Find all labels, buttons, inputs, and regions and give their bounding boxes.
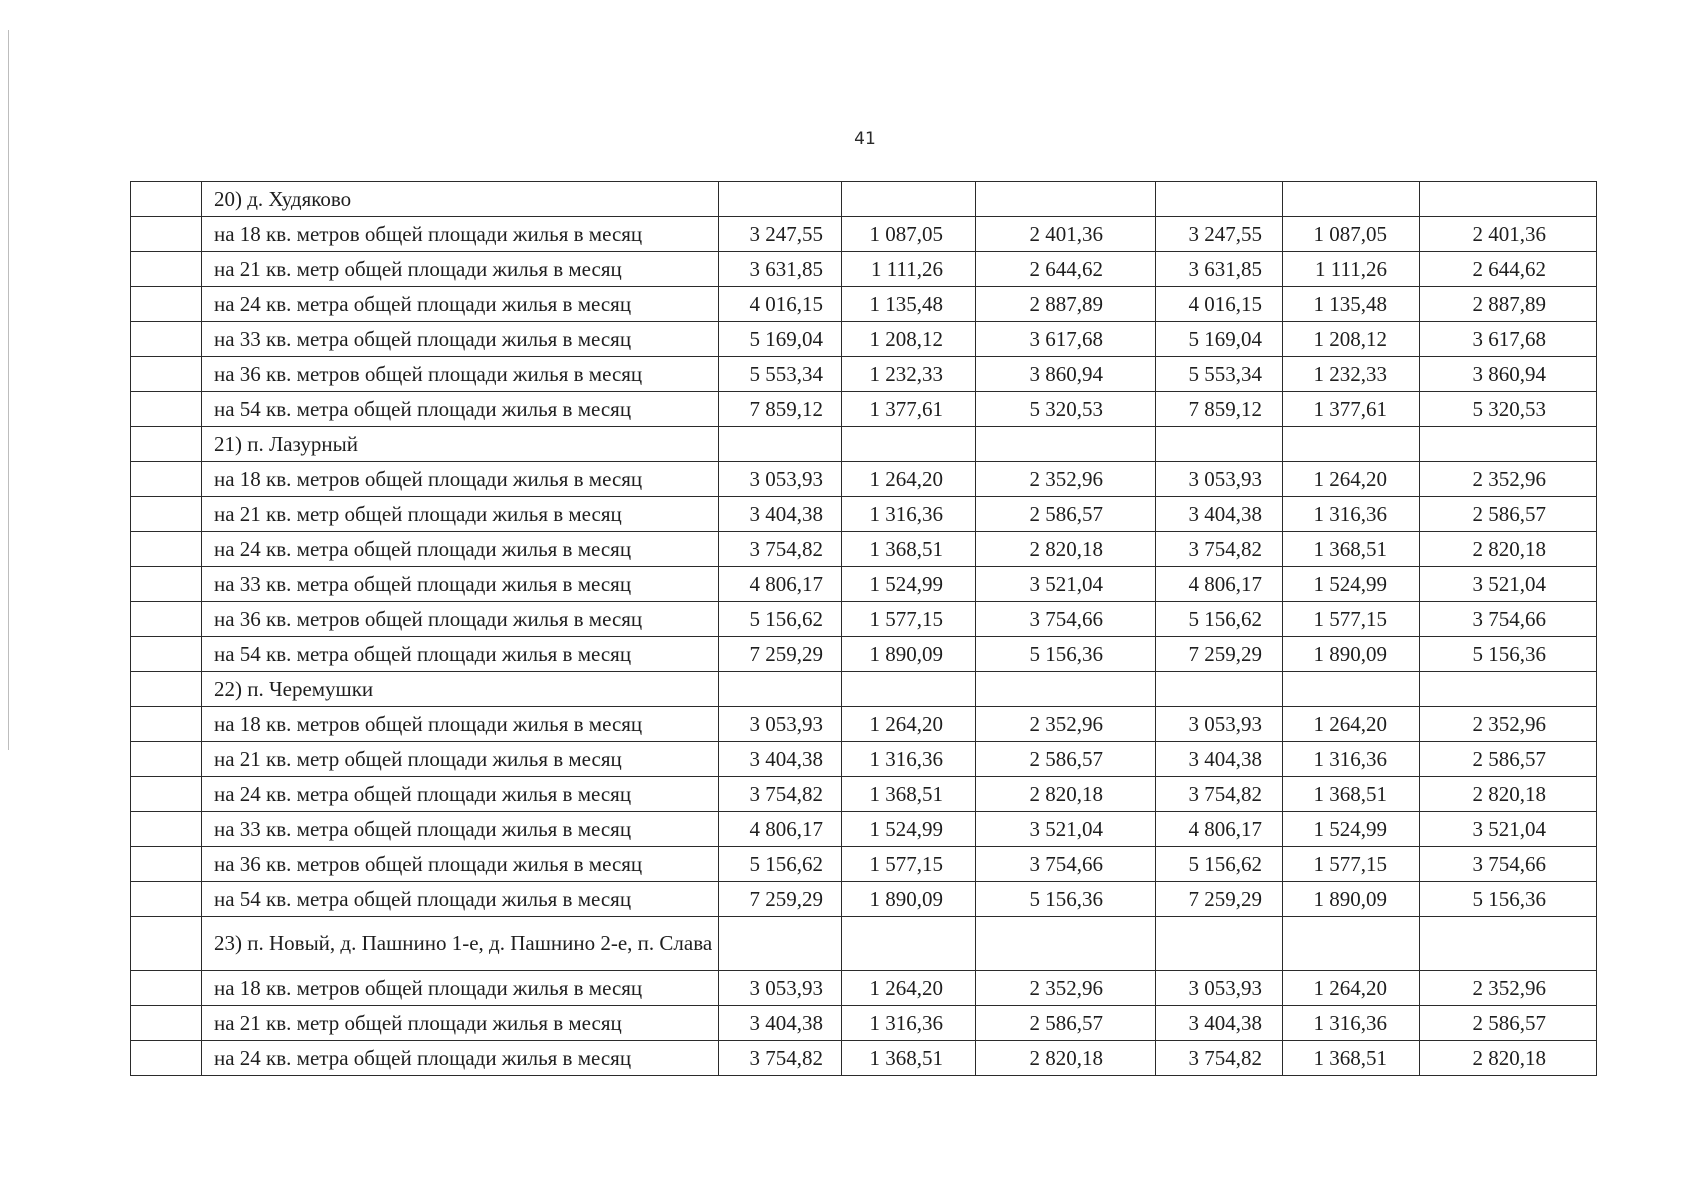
value-cell: 3 521,04 [976, 567, 1156, 602]
value-cell: 1 316,36 [842, 1006, 976, 1041]
row-label: на 18 кв. метров общей площади жилья в месяц [202, 707, 719, 742]
empty-cell [1283, 427, 1420, 462]
value-cell: 5 320,53 [1420, 392, 1597, 427]
value-cell: 2 820,18 [1420, 532, 1597, 567]
value-cell: 2 820,18 [976, 777, 1156, 812]
value-cell: 5 156,36 [976, 882, 1156, 917]
empty-cell [1156, 427, 1283, 462]
value-cell: 2 352,96 [976, 462, 1156, 497]
value-cell: 4 806,17 [1156, 567, 1283, 602]
table-row [131, 357, 1597, 392]
row-number-cell [131, 427, 202, 462]
value-cell: 2 586,57 [1420, 497, 1597, 532]
value-cell: 3 860,94 [976, 357, 1156, 392]
empty-cell [1156, 917, 1283, 971]
value-cell: 3 754,66 [976, 847, 1156, 882]
table-row [131, 497, 1597, 532]
table-row [131, 217, 1597, 252]
empty-cell [1420, 182, 1597, 217]
row-label: на 18 кв. метров общей площади жилья в месяц [202, 217, 719, 252]
value-cell: 2 586,57 [976, 1006, 1156, 1041]
value-cell: 7 259,29 [719, 882, 842, 917]
value-cell: 2 820,18 [976, 1041, 1156, 1076]
row-label: на 24 кв. метра общей площади жилья в месяц [202, 777, 719, 812]
value-cell: 1 890,09 [1283, 882, 1420, 917]
value-cell: 3 053,93 [1156, 462, 1283, 497]
value-cell: 3 617,68 [1420, 322, 1597, 357]
empty-cell [976, 672, 1156, 707]
row-label: на 33 кв. метра общей площади жилья в месяц [202, 567, 719, 602]
value-cell: 1 264,20 [842, 462, 976, 497]
value-cell: 2 352,96 [1420, 707, 1597, 742]
value-cell: 3 053,93 [1156, 707, 1283, 742]
row-number-cell [131, 882, 202, 917]
table-row [131, 322, 1597, 357]
value-cell: 3 631,85 [1156, 252, 1283, 287]
value-cell: 3 754,82 [1156, 777, 1283, 812]
value-cell: 3 521,04 [1420, 812, 1597, 847]
value-cell: 3 754,82 [719, 777, 842, 812]
table-row [131, 532, 1597, 567]
value-cell: 1 368,51 [842, 532, 976, 567]
value-cell: 3 754,66 [1420, 602, 1597, 637]
row-label: на 36 кв. метров общей площади жилья в месяц [202, 357, 719, 392]
value-cell: 3 754,82 [1156, 532, 1283, 567]
section-title: 22) п. Черемушки [202, 672, 719, 707]
table-row [131, 602, 1597, 637]
value-cell: 1 232,33 [842, 357, 976, 392]
value-cell: 1 368,51 [1283, 1041, 1420, 1076]
table-row [131, 567, 1597, 602]
row-number-cell [131, 322, 202, 357]
value-cell: 1 316,36 [1283, 497, 1420, 532]
row-number-cell [131, 462, 202, 497]
row-label: на 24 кв. метра общей площади жилья в месяц [202, 1041, 719, 1076]
row-label: на 21 кв. метр общей площади жилья в месяц [202, 252, 719, 287]
value-cell: 1 577,15 [842, 847, 976, 882]
row-number-cell [131, 742, 202, 777]
value-cell: 3 521,04 [1420, 567, 1597, 602]
value-cell: 3 754,82 [1156, 1041, 1283, 1076]
value-cell: 4 016,15 [1156, 287, 1283, 322]
section-header-row [131, 182, 1597, 217]
row-number-cell [131, 971, 202, 1006]
value-cell: 7 859,12 [1156, 392, 1283, 427]
row-label: на 18 кв. метров общей площади жилья в месяц [202, 462, 719, 497]
empty-cell [842, 182, 976, 217]
value-cell: 3 247,55 [719, 217, 842, 252]
row-number-cell [131, 672, 202, 707]
value-cell: 1 368,51 [1283, 777, 1420, 812]
section-title: 21) п. Лазурный [202, 427, 719, 462]
empty-cell [1420, 917, 1597, 971]
value-cell: 2 586,57 [1420, 742, 1597, 777]
row-label: на 18 кв. метров общей площади жилья в месяц [202, 971, 719, 1006]
value-cell: 1 577,15 [1283, 847, 1420, 882]
row-number-cell [131, 357, 202, 392]
table-row [131, 971, 1597, 1006]
value-cell: 5 156,36 [1420, 637, 1597, 672]
value-cell: 3 404,38 [1156, 497, 1283, 532]
value-cell: 1 208,12 [842, 322, 976, 357]
row-number-cell [131, 812, 202, 847]
value-cell: 1 111,26 [842, 252, 976, 287]
value-cell: 1 368,51 [842, 777, 976, 812]
row-label: на 54 кв. метра общей площади жилья в месяц [202, 637, 719, 672]
section-header-row [131, 672, 1597, 707]
empty-cell [719, 182, 842, 217]
value-cell: 1 524,99 [842, 567, 976, 602]
value-cell: 3 053,93 [719, 707, 842, 742]
value-cell: 5 156,36 [976, 637, 1156, 672]
value-cell: 2 352,96 [1420, 971, 1597, 1006]
empty-cell [1420, 427, 1597, 462]
value-cell: 4 806,17 [719, 812, 842, 847]
section-title: 20) д. Худяково [202, 182, 719, 217]
value-cell: 3 754,82 [719, 532, 842, 567]
empty-cell [1420, 672, 1597, 707]
value-cell: 4 016,15 [719, 287, 842, 322]
empty-cell [719, 917, 842, 971]
value-cell: 5 169,04 [1156, 322, 1283, 357]
value-cell: 1 377,61 [842, 392, 976, 427]
empty-cell [1156, 182, 1283, 217]
table-row [131, 707, 1597, 742]
empty-cell [842, 427, 976, 462]
value-cell: 3 754,66 [1420, 847, 1597, 882]
value-cell: 3 404,38 [1156, 1006, 1283, 1041]
table-row [131, 637, 1597, 672]
row-number-cell [131, 287, 202, 322]
section-header-row [131, 917, 1597, 971]
row-label: на 21 кв. метр общей площади жилья в месяц [202, 742, 719, 777]
value-cell: 3 617,68 [976, 322, 1156, 357]
row-number-cell [131, 1006, 202, 1041]
value-cell: 1 135,48 [842, 287, 976, 322]
empty-cell [1156, 672, 1283, 707]
value-cell: 1 577,15 [1283, 602, 1420, 637]
row-number-cell [131, 917, 202, 971]
empty-cell [1283, 182, 1420, 217]
value-cell: 1 316,36 [1283, 742, 1420, 777]
value-cell: 1 087,05 [842, 217, 976, 252]
table-row [131, 812, 1597, 847]
value-cell: 3 404,38 [1156, 742, 1283, 777]
row-number-cell [131, 182, 202, 217]
table-row [131, 1006, 1597, 1041]
section-header-row [131, 427, 1597, 462]
empty-cell [976, 917, 1156, 971]
value-cell: 1 264,20 [1283, 462, 1420, 497]
row-number-cell [131, 497, 202, 532]
row-number-cell [131, 567, 202, 602]
table-row [131, 882, 1597, 917]
page-number: 41 [854, 129, 876, 149]
value-cell: 7 859,12 [719, 392, 842, 427]
value-cell: 2 586,57 [1420, 1006, 1597, 1041]
value-cell: 2 352,96 [1420, 462, 1597, 497]
value-cell: 5 553,34 [719, 357, 842, 392]
value-cell: 5 156,62 [719, 602, 842, 637]
value-cell: 3 053,93 [719, 462, 842, 497]
value-cell: 3 053,93 [719, 971, 842, 1006]
value-cell: 3 521,04 [976, 812, 1156, 847]
value-cell: 3 247,55 [1156, 217, 1283, 252]
value-cell: 2 820,18 [976, 532, 1156, 567]
row-number-cell [131, 602, 202, 637]
value-cell: 5 320,53 [976, 392, 1156, 427]
row-label: на 36 кв. метров общей площади жилья в месяц [202, 847, 719, 882]
value-cell: 3 754,66 [976, 602, 1156, 637]
value-cell: 1 890,09 [842, 637, 976, 672]
row-number-cell [131, 217, 202, 252]
value-cell: 1 264,20 [1283, 971, 1420, 1006]
value-cell: 1 890,09 [842, 882, 976, 917]
value-cell: 3 053,93 [1156, 971, 1283, 1006]
section-title: 23) п. Новый, д. Пашнино 1-е, д. Пашнино 2-е, п. Слава [202, 917, 719, 971]
value-cell: 1 524,99 [1283, 567, 1420, 602]
value-cell: 7 259,29 [719, 637, 842, 672]
value-cell: 2 586,57 [976, 742, 1156, 777]
value-cell: 1 377,61 [1283, 392, 1420, 427]
value-cell: 1 264,20 [842, 971, 976, 1006]
value-cell: 7 259,29 [1156, 882, 1283, 917]
value-cell: 2 644,62 [1420, 252, 1597, 287]
value-cell: 1 890,09 [1283, 637, 1420, 672]
row-label: на 54 кв. метра общей площади жилья в месяц [202, 392, 719, 427]
value-cell: 1 368,51 [1283, 532, 1420, 567]
value-cell: 2 586,57 [976, 497, 1156, 532]
value-cell: 2 887,89 [1420, 287, 1597, 322]
row-number-cell [131, 637, 202, 672]
value-cell: 5 156,62 [1156, 847, 1283, 882]
row-label: на 33 кв. метра общей площади жилья в месяц [202, 812, 719, 847]
table-row [131, 287, 1597, 322]
value-cell: 1 087,05 [1283, 217, 1420, 252]
value-cell: 1 135,48 [1283, 287, 1420, 322]
value-cell: 2 401,36 [976, 217, 1156, 252]
value-cell: 7 259,29 [1156, 637, 1283, 672]
row-label: на 33 кв. метра общей площади жилья в месяц [202, 322, 719, 357]
row-number-cell [131, 1041, 202, 1076]
row-number-cell [131, 847, 202, 882]
value-cell: 1 524,99 [842, 812, 976, 847]
table-row [131, 777, 1597, 812]
value-cell: 3 404,38 [719, 742, 842, 777]
row-label: на 21 кв. метр общей площади жилья в месяц [202, 1006, 719, 1041]
row-label: на 54 кв. метра общей площади жилья в месяц [202, 882, 719, 917]
empty-cell [842, 917, 976, 971]
value-cell: 1 316,36 [842, 497, 976, 532]
value-cell: 2 352,96 [976, 707, 1156, 742]
row-number-cell [131, 707, 202, 742]
value-cell: 4 806,17 [1156, 812, 1283, 847]
value-cell: 2 644,62 [976, 252, 1156, 287]
value-cell: 1 316,36 [1283, 1006, 1420, 1041]
value-cell: 1 316,36 [842, 742, 976, 777]
table-row [131, 462, 1597, 497]
value-cell: 1 368,51 [842, 1041, 976, 1076]
value-cell: 2 887,89 [976, 287, 1156, 322]
empty-cell [1283, 672, 1420, 707]
value-cell: 5 169,04 [719, 322, 842, 357]
value-cell: 2 820,18 [1420, 777, 1597, 812]
empty-cell [1283, 917, 1420, 971]
table-row [131, 742, 1597, 777]
value-cell: 5 156,36 [1420, 882, 1597, 917]
row-label: на 24 кв. метра общей площади жилья в месяц [202, 532, 719, 567]
value-cell: 3 404,38 [719, 1006, 842, 1041]
value-cell: 3 860,94 [1420, 357, 1597, 392]
tariff-table [130, 181, 1597, 1076]
row-number-cell [131, 392, 202, 427]
row-label: на 21 кв. метр общей площади жилья в месяц [202, 497, 719, 532]
value-cell: 3 404,38 [719, 497, 842, 532]
value-cell: 1 208,12 [1283, 322, 1420, 357]
value-cell: 1 577,15 [842, 602, 976, 637]
value-cell: 2 352,96 [976, 971, 1156, 1006]
row-number-cell [131, 532, 202, 567]
row-number-cell [131, 252, 202, 287]
value-cell: 5 553,34 [1156, 357, 1283, 392]
value-cell: 1 264,20 [842, 707, 976, 742]
value-cell: 4 806,17 [719, 567, 842, 602]
empty-cell [719, 672, 842, 707]
table-body [131, 182, 1597, 1076]
row-number-cell [131, 777, 202, 812]
empty-cell [976, 427, 1156, 462]
table-row [131, 392, 1597, 427]
value-cell: 1 524,99 [1283, 812, 1420, 847]
row-label: на 36 кв. метров общей площади жилья в месяц [202, 602, 719, 637]
table-row [131, 847, 1597, 882]
value-cell: 3 754,82 [719, 1041, 842, 1076]
table-row [131, 252, 1597, 287]
empty-cell [842, 672, 976, 707]
value-cell: 1 232,33 [1283, 357, 1420, 392]
empty-cell [719, 427, 842, 462]
value-cell: 2 820,18 [1420, 1041, 1597, 1076]
value-cell: 1 264,20 [1283, 707, 1420, 742]
value-cell: 5 156,62 [719, 847, 842, 882]
value-cell: 1 111,26 [1283, 252, 1420, 287]
table-row [131, 1041, 1597, 1076]
empty-cell [976, 182, 1156, 217]
value-cell: 2 401,36 [1420, 217, 1597, 252]
value-cell: 3 631,85 [719, 252, 842, 287]
value-cell: 5 156,62 [1156, 602, 1283, 637]
row-label: на 24 кв. метра общей площади жилья в месяц [202, 287, 719, 322]
